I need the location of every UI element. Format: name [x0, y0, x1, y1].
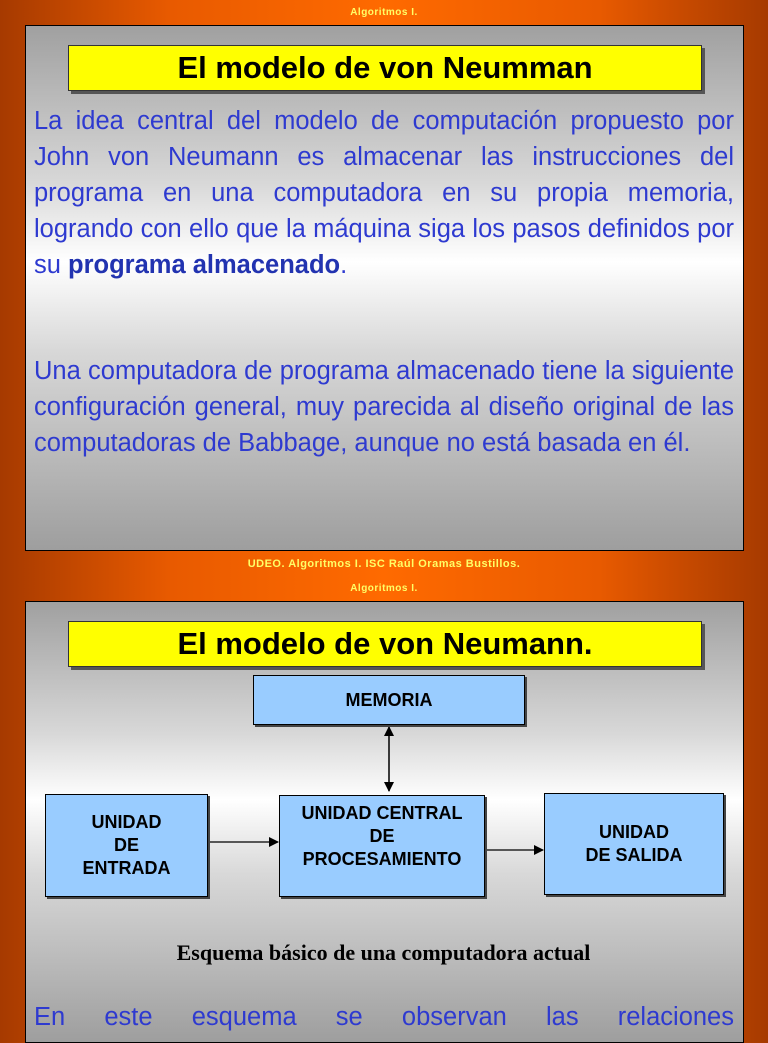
input-unit-box [45, 794, 208, 897]
slide1-header: Algoritmos I. [350, 7, 418, 18]
slide1-footer: UDEO. Algoritmos I. ISC Raúl Oramas Bustillos. [247, 558, 521, 570]
p1-bold: programa almacenado [68, 251, 341, 279]
slide2-title: El modelo de von Neumann. [68, 621, 702, 667]
memory-label: MEMORIA [345, 689, 433, 710]
cpu-label: UNIDAD CENTRAL DE PROCESAMIENTO [301, 803, 463, 869]
slide2-paragraph: En este esquema se observan las relaciones [34, 1003, 734, 1031]
input-unit-label: UNIDAD DE ENTRADA [82, 812, 171, 878]
p1-end: . [340, 251, 348, 279]
slide1-paragraph-1 [34, 103, 734, 283]
slide1-title: El modelo de von Neumman [68, 45, 702, 91]
output-unit-box [544, 793, 724, 895]
cpu-box [279, 795, 485, 897]
p1-text: La idea central del modelo de computación propuesto por John von Neumann es almacenar las instrucciones del programa en una computadora en su propia memoria, logrando con ello que la máquina siga los pasos definidos por su [34, 107, 734, 279]
memory-box [253, 675, 525, 725]
output-unit-label: UNIDAD DE SALIDA [585, 822, 683, 865]
slide1-panel [25, 25, 744, 551]
slide2-header: Algoritmos I. [350, 583, 418, 594]
slide2-panel [25, 601, 744, 1043]
slide1-paragraph-2: Una computadora de programa almacenado tiene la siguiente configuración general, muy parecida al diseño original de las computadoras de Babbage, aunque no está basada en él. [34, 357, 734, 457]
diagram-caption: Esquema básico de una computadora actual [176, 940, 591, 965]
